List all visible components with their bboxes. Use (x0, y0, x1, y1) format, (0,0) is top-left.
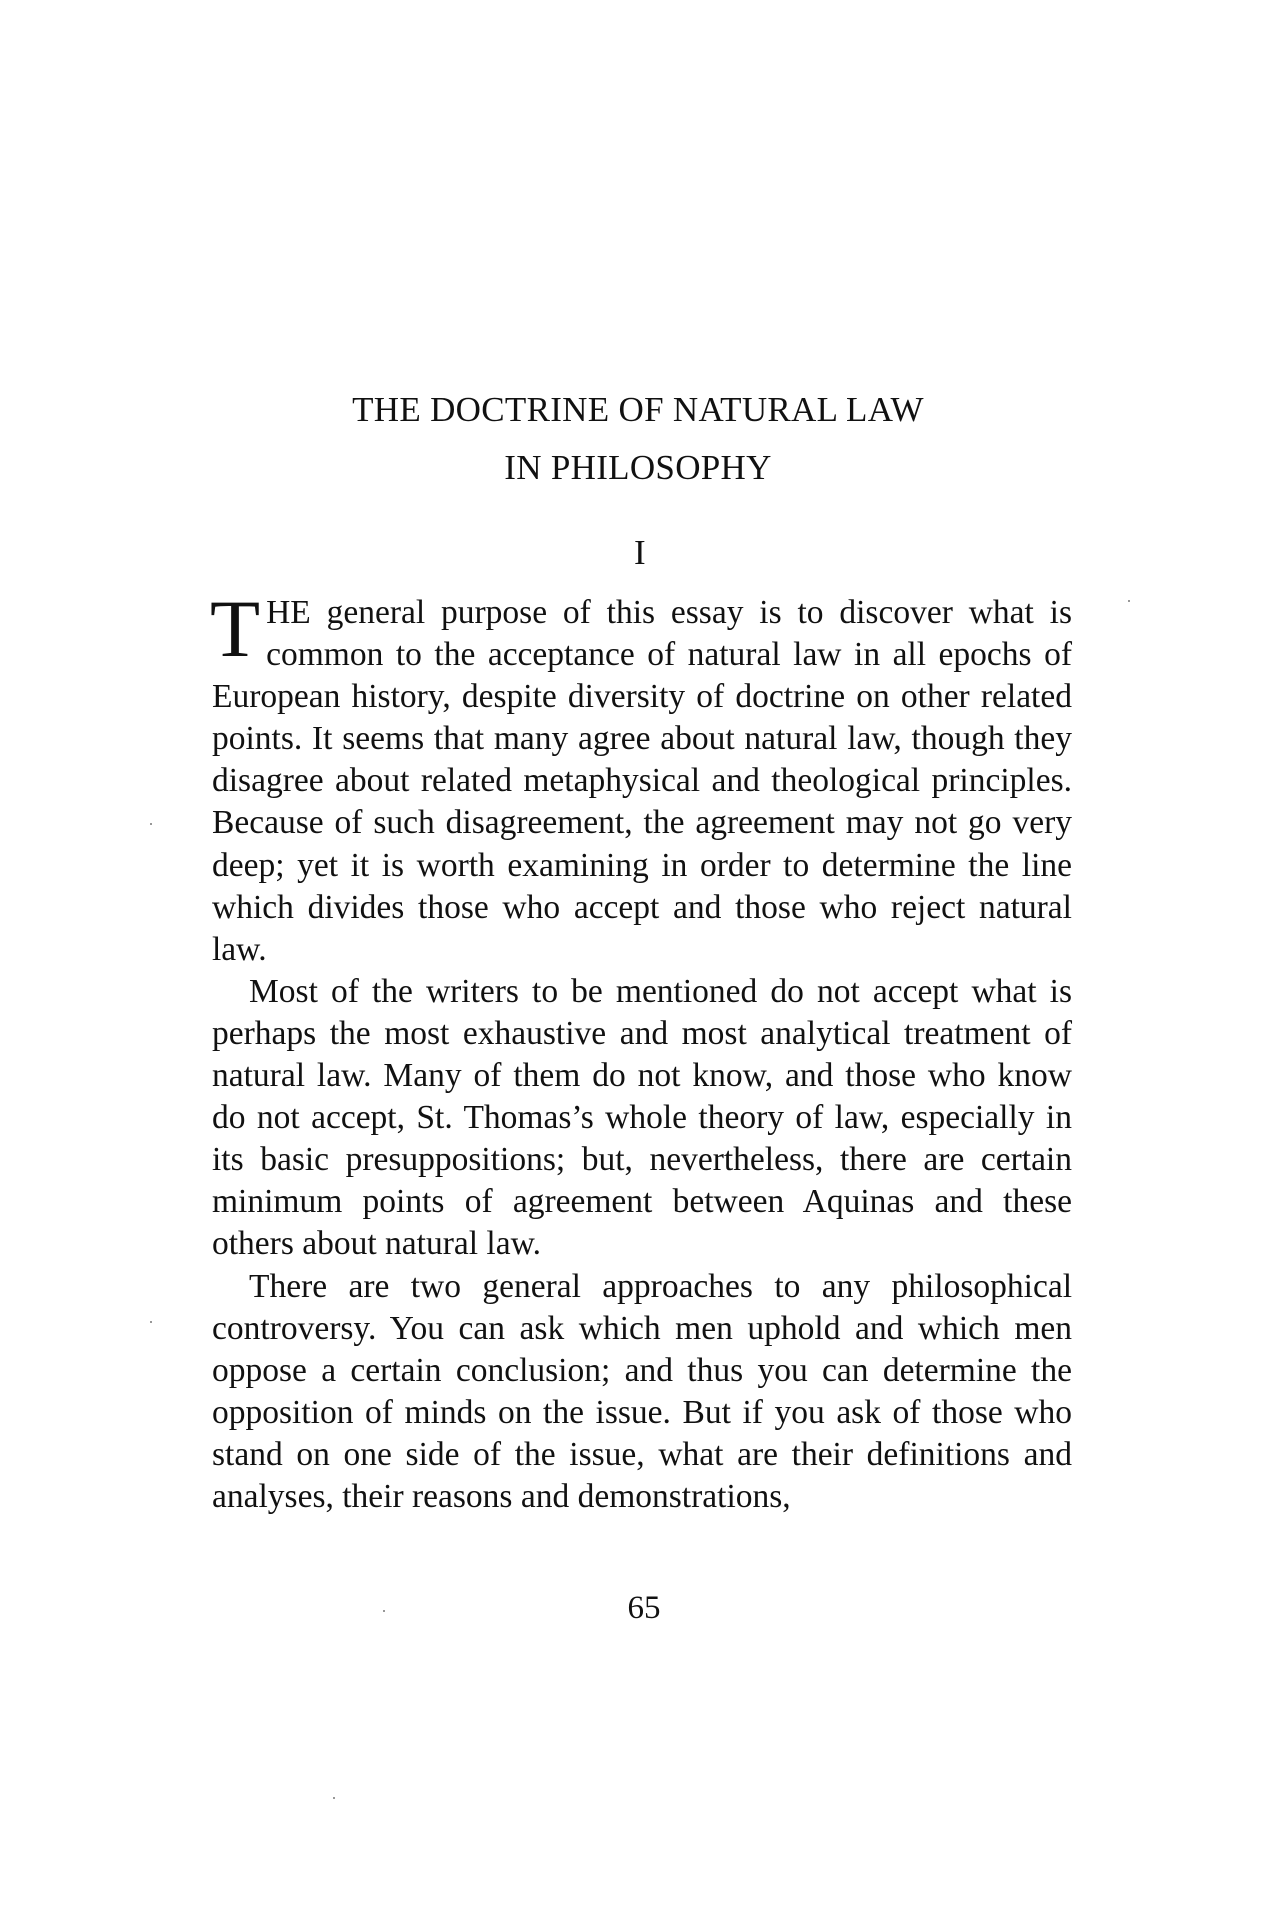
scan-speck (1128, 600, 1130, 602)
chapter-title-line-1: THE DOCTRINE OF NATURAL LAW (352, 390, 924, 429)
drop-cap: T (210, 583, 261, 674)
paragraph-1 (210, 583, 1072, 971)
section-numeral: I (634, 533, 646, 572)
chapter-title-line-2: IN PHILOSOPHY (504, 448, 772, 487)
scan-speck (383, 1610, 385, 1612)
paragraph-2: Most of the writers to be mentioned do not accept what is perhaps the most exhaustive and most analytical treatment of natural law. Many of them do not know, and those who know do not accept, St. Thomas’s whole theory of law, especially in its basic presuppositions; but, nevertheless, there are certain minimum points of agreement between Aquinas and these others about natural law. (212, 972, 1072, 1263)
scan-speck (150, 1321, 152, 1323)
body-text (210, 583, 1072, 1518)
paragraph-3: There are two general approaches to any philosophical controversy. You can ask which men uphold and which men oppose a certain conclusion; and thus you can determine the opposition of minds on the issue. But if you ask of those who stand on one side of the issue, what are their definitions and analyses, their reasons and demonstrations, (212, 1267, 1072, 1515)
page-number: 65 (627, 1590, 661, 1626)
scan-speck (150, 823, 152, 825)
scan-speck (333, 1797, 335, 1799)
paragraph-1-text: HE general purpose of this essay is to discover what is common to the acceptance of natural law in all epochs of European history, despite diversity of doctrine on other related points. It seems that many agree about natural law, though they disagree about related metaphysical and theological principles. Because of such disagreement, the agreement may not go very deep; yet it is worth examining in order to determine the line which divides those who accept and those who reject natural law. (212, 594, 1072, 968)
